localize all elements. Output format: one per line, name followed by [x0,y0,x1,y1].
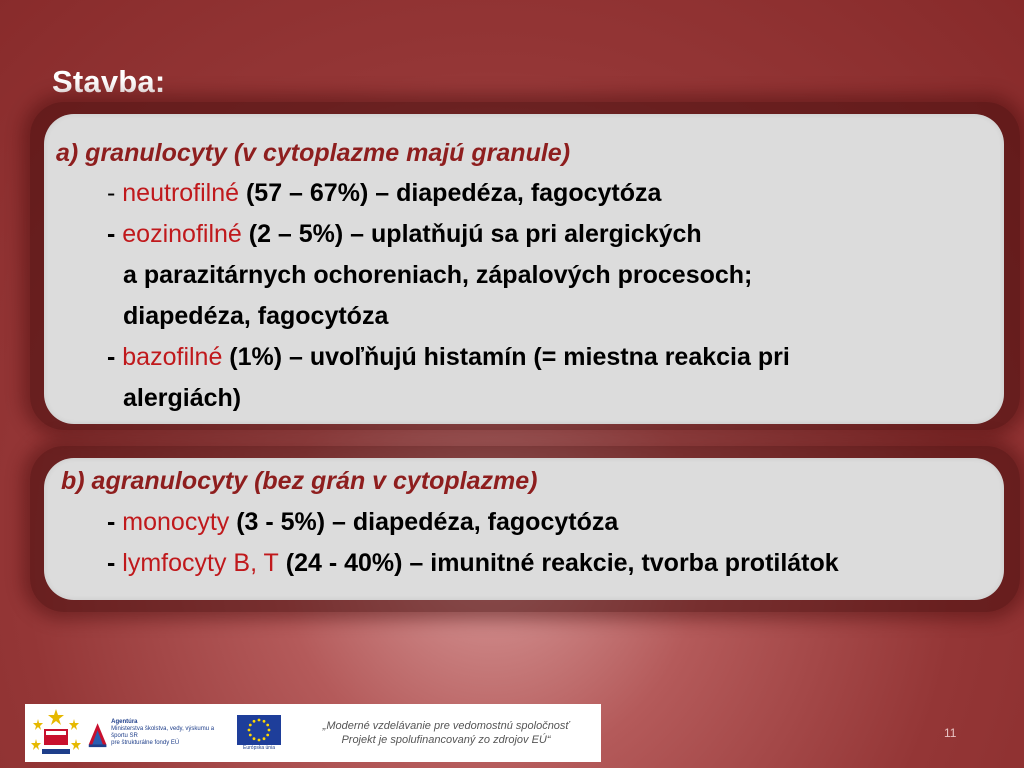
page-number: 11 [944,726,957,740]
cell-name-lymfocyty: lymfocyty B, T [122,549,279,577]
cell-name-monocyty: monocyty [122,508,230,536]
item-continuation: diapedéza, fagocytóza [123,302,389,330]
item-monocyty [107,507,618,537]
item-lymfocyty [107,548,839,578]
item-description: (1%) – uvoľňujú histamín (= miestna reakcia pri [222,343,790,371]
footer-logo-strip [25,704,601,762]
agency-line: pre štrukturálne fondy EÚ [111,740,180,746]
eu-flag-icon [237,715,281,745]
item-dash: - [107,508,123,536]
cell-name-bazofilne: bazofilné [122,343,223,371]
agency-logo [87,704,227,762]
item-description: (24 - 40%) – imunitné reakcie, tvorba protilátok [278,549,839,577]
item-continuation: a parazitárnych ochoreniach, zápalových procesoch; [123,261,753,289]
slide-title: Stavba: [52,64,166,99]
item-dash: - [107,549,123,577]
cell-name-eozinofilne: eozinofilné [122,220,242,248]
item-description: (57 – 67%) – diapedéza, fagocytóza [239,179,662,207]
quote-line-2: Projekt je spolufinancovaný zo zdrojov EÚ“ [341,734,551,746]
item-dash: - [107,179,123,207]
item-dash: - [107,220,123,248]
panel-agranulocyty [44,458,1004,600]
section-b-heading: b) agranulocyty (bez grán v cytoplazme) [61,467,538,495]
quote-line-1: „Moderné vzdelávanie pre vedomostnú spoločnosť [322,720,570,732]
eu-flag-logo [227,704,291,762]
item-description: (2 – 5%) – uplatňujú sa pri alergických [241,220,702,248]
panel-granulocyty [44,114,1004,424]
item-neutrofilne [107,178,661,208]
agency-name: Agentúra [111,719,138,725]
item-description: (3 - 5%) – diapedéza, fagocytóza [229,508,619,536]
cell-name-neutrofilne: neutrofilné [122,179,240,207]
project-quote [291,719,601,747]
item-bazofilne [107,342,790,372]
item-dash: - [107,343,123,371]
eu-caption: Európska únia [243,745,275,751]
star-wreath-logo [25,704,87,762]
book-icon [87,716,108,750]
section-a-heading: a) granulocyty (v cytoplazme majú granule) [56,139,571,167]
item-continuation: alergiách) [123,384,242,412]
agency-line: Ministerstva školstva, vedy, výskumu a športu SR [111,726,215,739]
item-eozinofilne [107,219,702,249]
